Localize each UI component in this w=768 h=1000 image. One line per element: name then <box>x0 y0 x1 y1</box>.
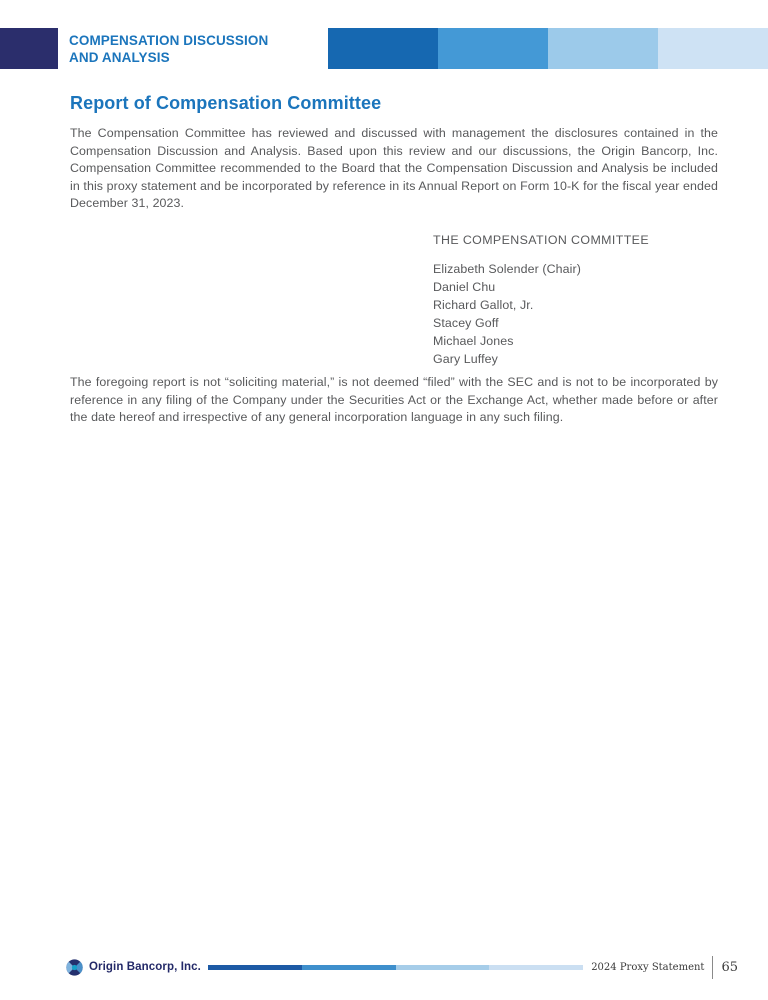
origin-bancorp-logo-icon <box>66 959 83 976</box>
footer-page-number: 65 <box>721 959 738 975</box>
header-gradient-bar <box>328 28 768 69</box>
footer-company-name: Origin Bancorp, Inc. <box>89 961 201 973</box>
paragraph-committee-report: The Compensation Committee has reviewed and discussed with management the disclosures contained in the Compensation Discussion and Analysis. Based upon this review and our discussions, the Origin Bancorp, Inc. Compensation Committee recommended to the Board that the Compensation Discussion and Analysis be included in this proxy statement and be incorporated by reference in its Annual Report on Form 10-K for the fiscal year ended December 31, 2023. <box>70 126 718 211</box>
section-title-line2: AND ANALYSIS <box>69 49 170 65</box>
footer-document-label: 2024 Proxy Statement <box>591 961 705 973</box>
section-title-line1: COMPENSATION DISCUSSION <box>69 33 269 48</box>
footer-bar-segment-4 <box>489 965 583 970</box>
header-accent-square <box>0 28 58 69</box>
footer-bar-segment-2 <box>302 965 396 970</box>
committee-signature-block <box>433 231 649 368</box>
committee-heading: THE COMPENSATION COMMITTEE <box>433 233 649 247</box>
committee-member: Elizabeth Solender (Chair) <box>433 262 581 276</box>
footer-gradient-bar <box>208 965 583 970</box>
committee-member: Stacey Goff <box>433 316 499 330</box>
committee-member: Gary Luffey <box>433 352 498 366</box>
footer-bar-segment-1 <box>208 965 302 970</box>
header-bar-segment-2 <box>438 28 548 69</box>
paragraph-disclaimer: The foregoing report is not “soliciting material,” is not deemed “filed” with the SEC and is not to be incorporated by reference in any filing of the Company under the Securities Act or the Exchange Act, whether made before or after the date hereof and irrespective of any general incorporation language in any such filing. <box>70 375 718 425</box>
committee-member: Richard Gallot, Jr. <box>433 298 534 312</box>
footer-divider <box>712 956 713 979</box>
page-title: Report of Compensation Committee <box>70 93 382 113</box>
committee-member: Michael Jones <box>433 334 514 348</box>
header-bar-segment-4 <box>658 28 768 69</box>
header-bar-segment-1 <box>328 28 438 69</box>
page-footer <box>66 953 738 981</box>
header-bar-segment-3 <box>548 28 658 69</box>
section-title <box>69 33 268 66</box>
committee-member: Daniel Chu <box>433 280 496 294</box>
footer-bar-segment-3 <box>396 965 490 970</box>
